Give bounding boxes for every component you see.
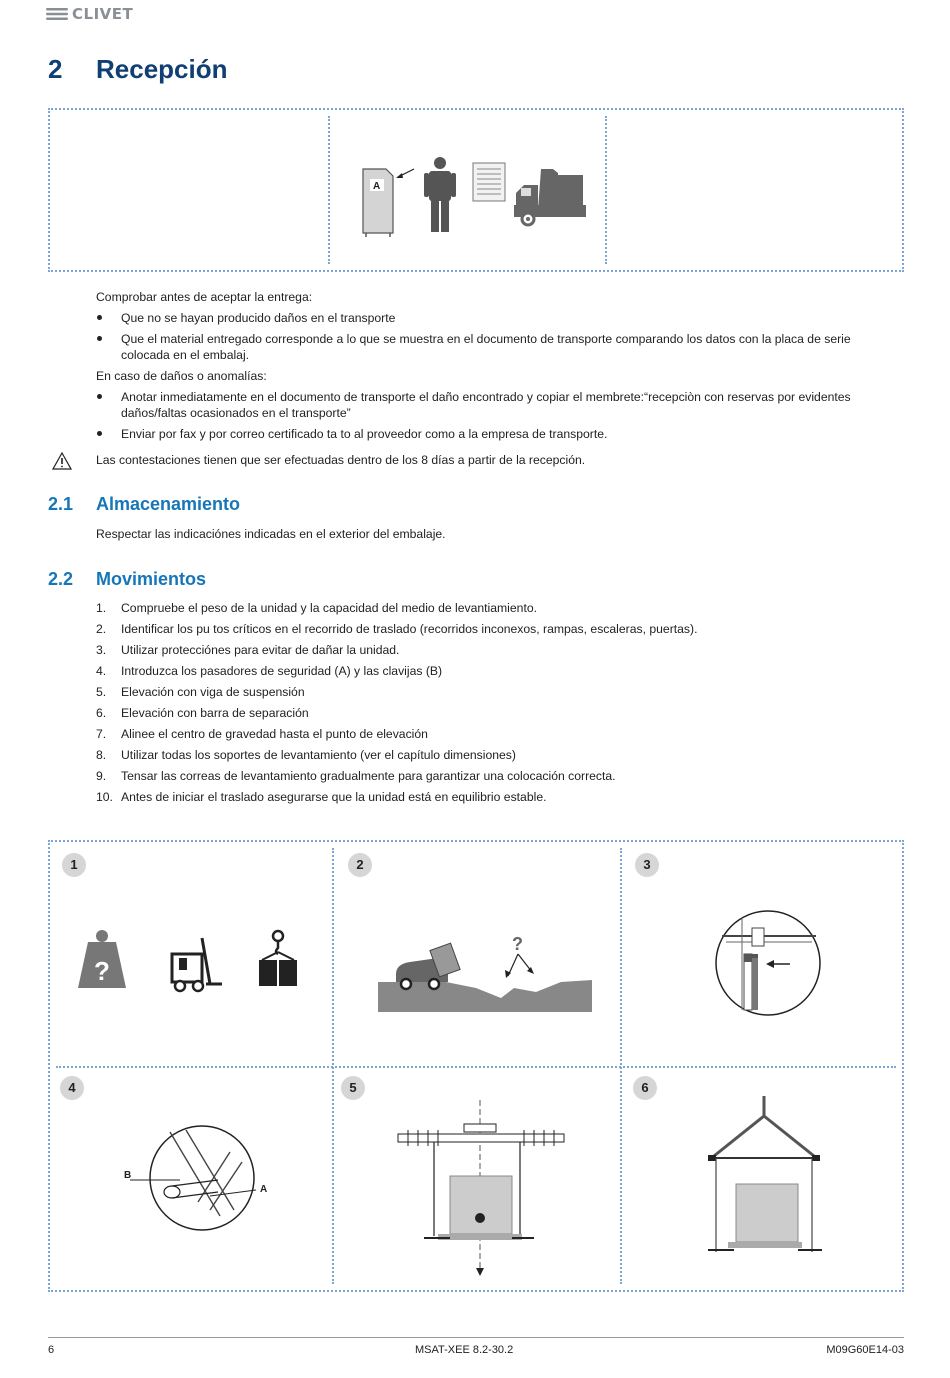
step-number: 10. (96, 790, 113, 804)
step-text: Elevación con viga de suspensión (121, 685, 305, 699)
warning-text: Las contestaciones tienen que ser efectuadas dentro de los 8 días a partir de la recepción. (96, 453, 586, 467)
panel-badge-2: 2 (348, 853, 372, 877)
damage-step-2: Enviar por fax y por correo certificado ta to al proveedor como a la empresa de transporte. (121, 427, 608, 441)
handling-heading: Movimientos (96, 569, 207, 589)
damage-intro: En caso de daños o anomalías: (96, 369, 267, 383)
page-number: 6 (48, 1344, 55, 1356)
step-text: Compruebe el peso de la unidad y la capacidad del medio de levantiamiento. (121, 601, 537, 615)
pin-label-b: B (124, 1170, 132, 1181)
footer-divider (48, 1337, 904, 1338)
route-question-mark: ? (512, 934, 523, 954)
step-number: 8. (96, 748, 107, 762)
clivet-logo (46, 4, 156, 24)
logo-mark-icon (46, 7, 68, 21)
check-item-2: Que el material entregado corresponde a lo que se muestra en el documento de transporte comparando los datos con la placa de serie (121, 332, 851, 346)
panel-badge-1: 1 (62, 853, 86, 877)
check-item-1: Que no se hayan producido daños en el transporte (121, 311, 396, 325)
step-text: Alinee el centro de gravedad hasta el punto de elevación (121, 727, 428, 741)
panel-badge-6: 6 (633, 1076, 657, 1100)
logo-text: CLIVET (72, 5, 134, 23)
panel-badge-3: 3 (635, 853, 659, 877)
step-number: 3. (96, 643, 107, 657)
step-number: 7. (96, 727, 107, 741)
step-number: 6. (96, 706, 107, 720)
step-number: 5. (96, 685, 107, 699)
step-text: Introduzca los pasadores de seguridad (A) y las clavijas (B) (121, 664, 443, 678)
document-model: MSAT-XEE 8.2-30.2 (415, 1344, 514, 1356)
step-text: Utilizar todas los soportes de levantamiento (ver el capítulo dimensiones) (121, 748, 516, 762)
step-text: Tensar las correas de levantamiento gradualmente para garantizar una colocación correcta. (121, 769, 616, 783)
step-number: 4. (96, 664, 107, 678)
step-text: Elevación con barra de separación (121, 706, 309, 720)
reception-illustration (358, 155, 588, 240)
document-code: M09G60E14-03 (826, 1344, 904, 1356)
weight-forklift-crane-icons (78, 928, 308, 994)
section-number: 2 (48, 54, 63, 84)
safety-pins-illustration (110, 1122, 280, 1232)
warning-icon (52, 452, 72, 470)
bullet (96, 389, 104, 397)
step-text: Identificar los pu tos críticos en el recorrido de traslado (recorridos inconexos, rampas, escaleras, puertas). (121, 622, 698, 636)
suspension-beam-illustration (394, 1096, 574, 1276)
step-text: Utilizar protecciónes para evitar de dañar la unidad. (121, 643, 400, 657)
intro-text: Comprobar antes de aceptar la entrega: (96, 290, 313, 304)
handling-figures-box (48, 840, 904, 1292)
pin-label-a: A (260, 1184, 268, 1195)
panel-badge-5: 5 (341, 1076, 365, 1100)
step-number: 2. (96, 622, 107, 636)
protection-detail-illustration (714, 908, 824, 1018)
bullet (96, 310, 104, 318)
separation-bar-illustration (704, 1094, 834, 1264)
step-number: 1. (96, 601, 107, 615)
doc-label-a: A (373, 181, 381, 192)
storage-number: 2.1 (48, 494, 74, 514)
bullet (96, 331, 104, 339)
route-obstacles-illustration (376, 932, 596, 1014)
step-number: 9. (96, 769, 107, 783)
storage-text: Respectar las indicaciónes indicadas en el exterior del embalaje. (96, 527, 446, 541)
step-text: Antes de iniciar el traslado asegurarse que la unidad está en equilibrio estable. (121, 790, 547, 804)
weight-question-mark: ? (94, 956, 110, 986)
check-item-2-cont: colocada en el embalaj. (121, 348, 250, 362)
damage-step-1-cont: daños/faltas ocasionados en el transporte” (121, 406, 351, 420)
panel-badge-4: 4 (60, 1076, 84, 1100)
handling-number: 2.2 (48, 569, 74, 589)
page-title: Recepción (96, 54, 228, 84)
reception-figure-box (48, 108, 904, 272)
damage-step-1: Anotar inmediatamente en el documento de transporte el daño encontrado y copiar el membrete:“recepciòn con reservas por evidentes (121, 390, 851, 404)
storage-heading: Almacenamiento (96, 494, 241, 514)
bullet (96, 426, 104, 434)
